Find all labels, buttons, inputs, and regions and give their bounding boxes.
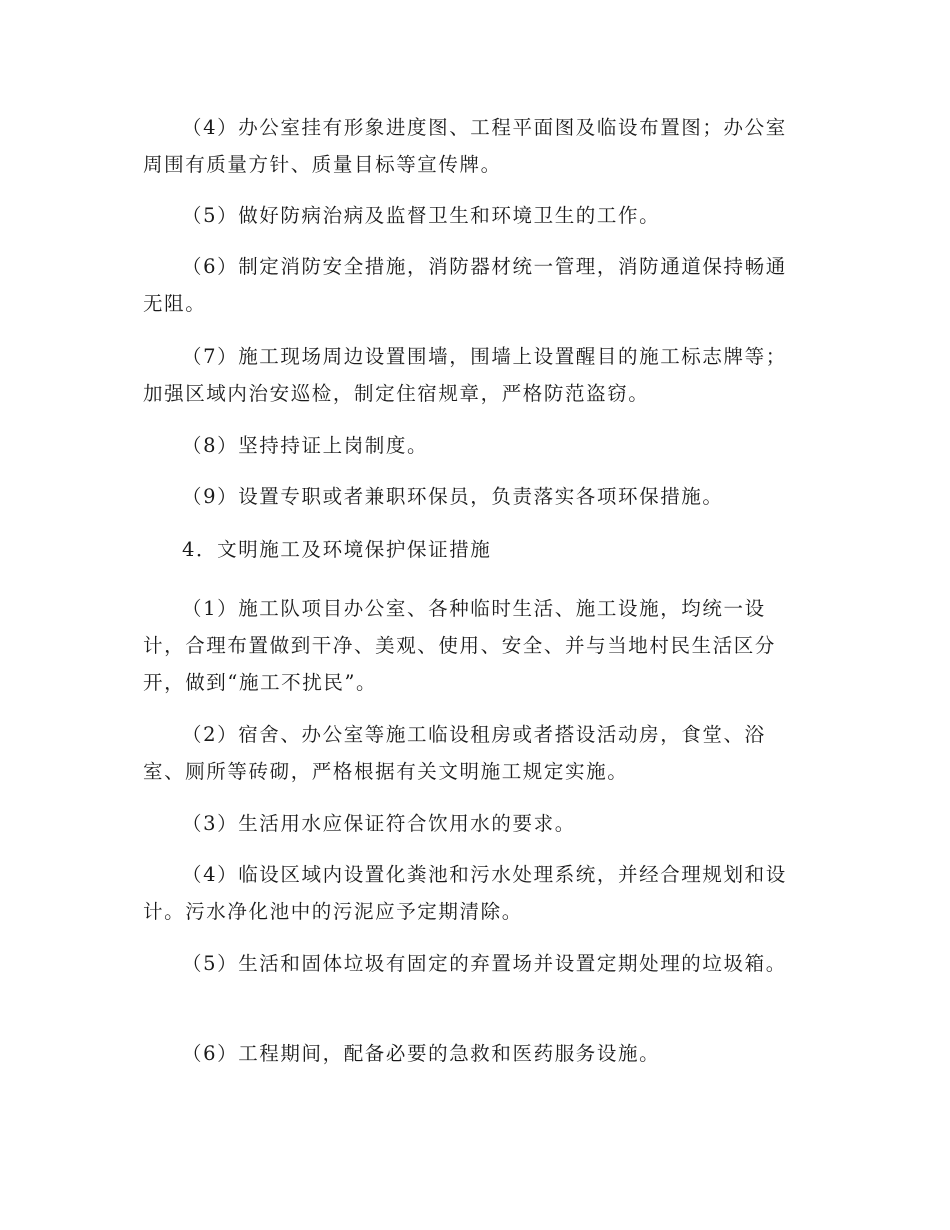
paragraph-office-display: （4）办公室挂有形象进度图、工程平面图及临设布置图；办公室周围有质量方针、质量目标等宣传牌。 [143,116,787,176]
paragraph-certification: （8）坚持持证上岗制度。 [182,434,429,457]
paragraph-disease-prevention: （5）做好防病治病及监督卫生和环境卫生的工作。 [182,204,661,227]
paragraph-environmental-officer: （9）设置专职或者兼职环保员，负责落实各项环保措施。 [182,485,724,508]
paragraph-dormitory: （2）宿舍、办公室等施工临设租房或者搭设活动房，食堂、浴室、厕所等砖砌，严格根据有关文明施工规定实施。 [143,723,766,783]
paragraph-septic-system: （4）临设区域内设置化粪池和污水处理系统，并经合理规划和设计。污水净化池中的污泥应予定期清除。 [143,863,787,923]
paragraph-drinking-water: （3）生活用水应保证符合饮用水的要求。 [182,812,576,835]
paragraph-site-fencing: （7）施工现场周边设置围墙，围墙上设置醒目的施工标志牌等；加强区域内治安巡检，制定住宿规章，严格防范盗窃。 [143,345,787,405]
paragraph-fire-safety: （6）制定消防安全措施，消防器材统一管理，消防通道保持畅通无阻。 [143,255,787,315]
paragraph-first-aid: （6）工程期间，配备必要的急救和医药服务设施。 [182,1042,661,1065]
section-heading: 4．文明施工及环境保护保证措施 [182,538,492,561]
paragraph-waste-disposal: （5）生活和固体垃圾有固定的弃置场并设置定期处理的垃圾箱。 [182,952,787,975]
paragraph-facility-layout: （1）施工队项目办公室、各种临时生活、施工设施，均统一设计，合理布置做到干净、美观、使用、安全、并与当地村民生活区分开，做到“施工不扰民”。 [143,597,777,694]
